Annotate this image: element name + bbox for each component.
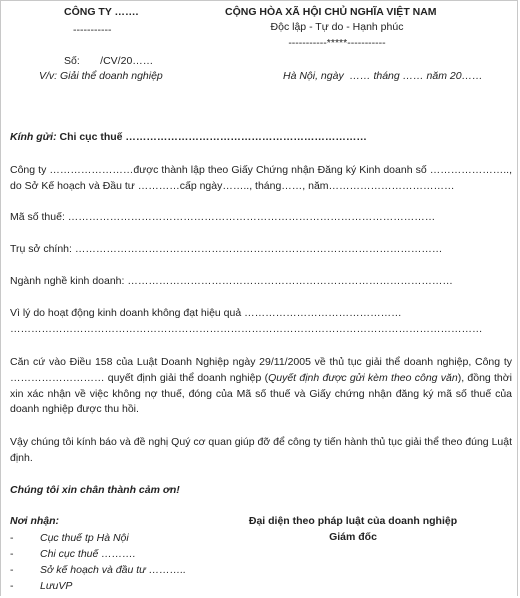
- country-name: CỘNG HÒA XÃ HỘI CHỦ NGHĨA VIỆT NAM: [225, 6, 437, 18]
- recipient-item: [10, 563, 186, 579]
- list-dash: -: [10, 532, 14, 544]
- recipients-label: Nơi nhận:: [10, 515, 60, 527]
- company-name: CÔNG TY …….: [64, 6, 139, 18]
- tax-code-line: Mã số thuế: ……………………………………………………………………………………………: [10, 211, 436, 223]
- salutation: [10, 130, 367, 146]
- company-rule: -----------: [73, 24, 112, 36]
- salutation-recipient: Chi cục thuế ……………………………………………………………: [56, 131, 367, 143]
- list-dash: -: [10, 548, 14, 560]
- reason-line: Vì lý do hoạt động kinh doanh không đạt hiệu quả ………………………………………: [10, 307, 402, 319]
- recipient-item: [10, 547, 136, 563]
- company-paragraph: Công ty ……………………được thành lập theo Giấy Chứng nhận Đăng ký Kinh doanh số ………………….., do Sở Kế hoạch và Đầu tư …………cấp ngày…….., tháng……, năm………………………………: [10, 164, 512, 192]
- motto: Độc lập - Tự do - Hạnh phúc: [270, 21, 404, 33]
- document-subject: V/v: Giải thể doanh nghiệp: [39, 70, 163, 82]
- salutation-label: Kính gửi:: [10, 131, 57, 143]
- business-line: Ngành nghề kinh doanh: …………………………………………………………………………………: [10, 275, 453, 287]
- recipient-text: Sở kế hoạch và đầu tư ………..: [40, 564, 187, 576]
- signer-title: Giám đốc: [329, 531, 377, 543]
- thanks-line: Chúng tôi xin chân thành cảm ơn!: [10, 484, 180, 496]
- head-office-line: Trụ sở chính: ……………………………………………………………………………………………: [10, 243, 443, 255]
- recipient-item: [10, 531, 129, 547]
- recipient-text: LưuVP: [40, 580, 73, 592]
- document-number: Số: /CV/20……: [64, 55, 154, 67]
- request-paragraph: Vậy chúng tôi kính báo và đề nghị Quý cơ quan giúp đỡ để công ty tiến hành thủ tục giải thể theo đúng Luật định.: [10, 436, 512, 464]
- representative-label: Đại diện theo pháp luật của doanh nghiệp: [248, 515, 458, 527]
- place-date: Hà Nội, ngày …… tháng …… năm 20……: [283, 70, 483, 82]
- reason-continuation: ………………………………………………………………………………………………………………………: [10, 323, 483, 335]
- legal-basis-text-a: Căn cứ vào Điều 158 của Luật Doanh Nghiệp ngày 29/11/2005 về thủ tục giải thể doanh nghiệp, Công ty ……………………… quyết định giải thể doanh nghiệp (: [10, 356, 512, 384]
- recipient-item: [10, 579, 72, 595]
- list-dash: -: [10, 580, 14, 592]
- recipient-text: Chi cục thuế ……….: [40, 548, 136, 560]
- legal-basis-paragraph: [10, 355, 512, 418]
- motto-rule: -----------*****-----------: [288, 37, 386, 49]
- recipient-text: Cục thuế tp Hà Nội: [40, 532, 129, 544]
- legal-basis-italic: Quyết định được gửi kèm theo công văn: [268, 371, 458, 384]
- list-dash: -: [10, 564, 14, 576]
- legal-basis-text-b: ), đồng thời xin xác nhận về việc không nợ thuế, đóng của Mã số thuế và Giấy chứng nhận đăng ký mã số thuế của doanh nghiệp được thu hồi.: [10, 371, 512, 416]
